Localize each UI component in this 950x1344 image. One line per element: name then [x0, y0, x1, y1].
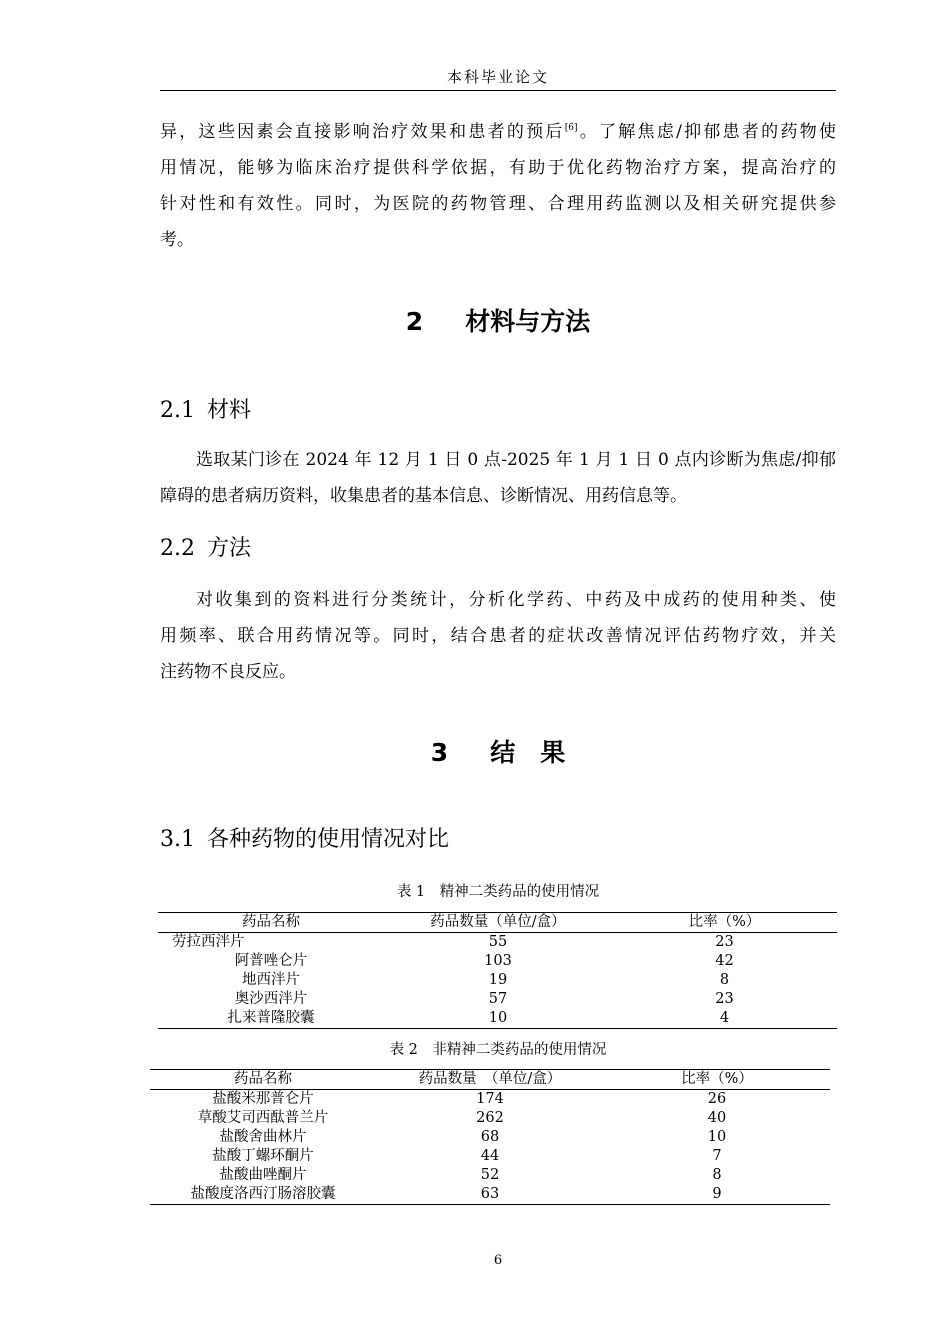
- table-cell-ratio: 42: [715, 953, 734, 969]
- table-cell-name: 扎来普隆胶囊: [158, 1009, 384, 1029]
- table-cell-quantity: 10: [384, 1009, 612, 1029]
- section-2-2-paragraph: [160, 582, 836, 690]
- table-row: [150, 1090, 830, 1110]
- intro-line-1: [160, 114, 836, 150]
- table-cell-ratio: 9: [604, 1185, 830, 1205]
- table-cell-ratio: 7: [712, 1148, 722, 1164]
- section-2-title: 材料与方法: [465, 307, 591, 336]
- table-row: [158, 990, 837, 1009]
- intro-line-1-tail: 。了解焦虑/抑郁患者的药物使: [577, 122, 837, 142]
- section-3-1-number: 3.1: [160, 827, 195, 852]
- page-number: 6: [493, 1253, 503, 1268]
- section-2-2-line-1: 对收集到的资料进行分类统计，分析化学药、中药及中成药的使用种类、使: [196, 590, 836, 610]
- citation: [6]: [564, 123, 578, 133]
- table-2-caption: 表 2 非精神二类药品的使用情况: [389, 1042, 607, 1058]
- section-3-1-heading: [160, 822, 449, 853]
- page-header: 本科毕业论文: [446, 68, 549, 86]
- section-2-heading: [160, 302, 836, 338]
- table-cell-ratio: 8: [719, 972, 730, 988]
- table-cell-ratio: 23: [715, 934, 734, 950]
- table-2-header-name: 药品名称: [150, 1070, 376, 1090]
- table-row: [150, 1166, 830, 1185]
- section-2-2-title: 方法: [207, 536, 252, 561]
- table-cell-name: 盐酸丁螺环酮片: [212, 1148, 314, 1164]
- table-cell-name: 地西泮片: [242, 972, 300, 988]
- section-2-1-line-1: 选取某门诊在 2024 年 12 月 1 日 0 点-2025 年 1 月 1 日 0 点内诊断为焦虑/抑郁: [196, 450, 836, 470]
- intro-line-4: 考。: [160, 230, 194, 250]
- intro-paragraph: [160, 114, 836, 258]
- section-2-2-line-2: 用频率、联合用药情况等。同时，结合患者的症状改善情况评估药物疗效，并关: [160, 626, 836, 646]
- section-2-number: 2: [405, 307, 424, 336]
- intro-line-1-text: 异，这些因素会直接影响治疗效果和患者的预后: [160, 122, 565, 142]
- section-2-2-heading: [160, 531, 251, 562]
- section-2-2-number: 2.2: [160, 536, 195, 561]
- table-cell-name: 盐酸舍曲林片: [219, 1129, 307, 1145]
- table-cell-ratio: 10: [707, 1129, 727, 1145]
- section-3-number: 3: [430, 738, 449, 767]
- section-2-1-title: 材料: [207, 398, 252, 423]
- table-cell-name: 草酸艾司西酞普兰片: [197, 1110, 329, 1126]
- table-row: [158, 1009, 837, 1029]
- section-2-2-line-3: 注药物不良反应。: [160, 662, 296, 682]
- section-3-1-title: 各种药物的使用情况对比: [207, 827, 450, 852]
- section-2-1-heading: [160, 393, 251, 424]
- table-row: [150, 1147, 830, 1166]
- table-cell-quantity: 52: [480, 1167, 500, 1183]
- table-cell-quantity: 57: [488, 991, 508, 1007]
- table-cell-ratio: 8: [712, 1167, 722, 1183]
- table-cell-quantity: 174: [476, 1091, 504, 1107]
- table-cell-ratio: 23: [715, 991, 734, 1007]
- table-row: [150, 1109, 830, 1128]
- table-2-header-row: [150, 1070, 830, 1090]
- table-1-header-row: [158, 913, 837, 933]
- section-2-1-number: 2.1: [160, 398, 195, 423]
- table-cell-name: 盐酸度洛西汀肠溶胶囊: [150, 1185, 376, 1205]
- table-row: [158, 971, 837, 990]
- table-cell-name: 阿普唑仑片: [234, 953, 308, 969]
- table-cell-quantity: 262: [476, 1110, 504, 1126]
- table-cell-quantity: 44: [480, 1148, 500, 1164]
- table-2: [150, 1069, 830, 1205]
- intro-line-2: 用情况，能够为临床治疗提供科学依据，有助于优化药物治疗方案，提高治疗的: [160, 158, 836, 178]
- section-2-1-line-2: 障碍的患者病历资料，收集患者的基本信息、诊断情况、用药信息等。: [160, 486, 687, 506]
- table-cell-name: 劳拉西泮片: [172, 934, 245, 950]
- table-cell-ratio: 40: [707, 1110, 727, 1126]
- table-1-header-name: 药品名称: [158, 913, 384, 933]
- table-row: [150, 1185, 830, 1205]
- table-cell-ratio: 26: [707, 1091, 727, 1107]
- table-2-header-quantity: 药品数量 （单位/盒）: [376, 1070, 604, 1090]
- table-1: [158, 912, 837, 1029]
- table-cell-quantity: 68: [480, 1129, 500, 1145]
- table-cell-name: 盐酸米那普仑片: [212, 1091, 314, 1107]
- table-2-header-ratio: 比率（%）: [604, 1070, 830, 1090]
- table-cell-quantity: 63: [376, 1185, 604, 1205]
- section-3-heading: [160, 733, 836, 769]
- section-2-1-paragraph: [160, 442, 836, 514]
- table-cell-name: 盐酸曲唑酮片: [219, 1167, 307, 1183]
- table-cell-quantity: 19: [488, 972, 508, 988]
- table-1-header-quantity: 药品数量（单位/盒）: [384, 913, 612, 933]
- table-row: [150, 1128, 830, 1147]
- section-3-title: 结 果: [490, 738, 566, 767]
- table-cell-ratio: 4: [612, 1009, 837, 1029]
- table-cell-quantity: 55: [488, 934, 508, 950]
- table-1-caption: 表 1 精神二类药品的使用情况: [396, 884, 600, 900]
- table-1-header-ratio: 比率（%）: [612, 913, 837, 933]
- table-cell-name: 奥沙西泮片: [234, 991, 308, 1007]
- intro-line-3: 针对性和有效性。同时，为医院的药物管理、合理用药监测以及相关研究提供参: [160, 194, 836, 214]
- table-row: [158, 933, 837, 953]
- table-cell-quantity: 103: [484, 953, 512, 969]
- table-row: [158, 952, 837, 971]
- header-rule: [160, 90, 836, 91]
